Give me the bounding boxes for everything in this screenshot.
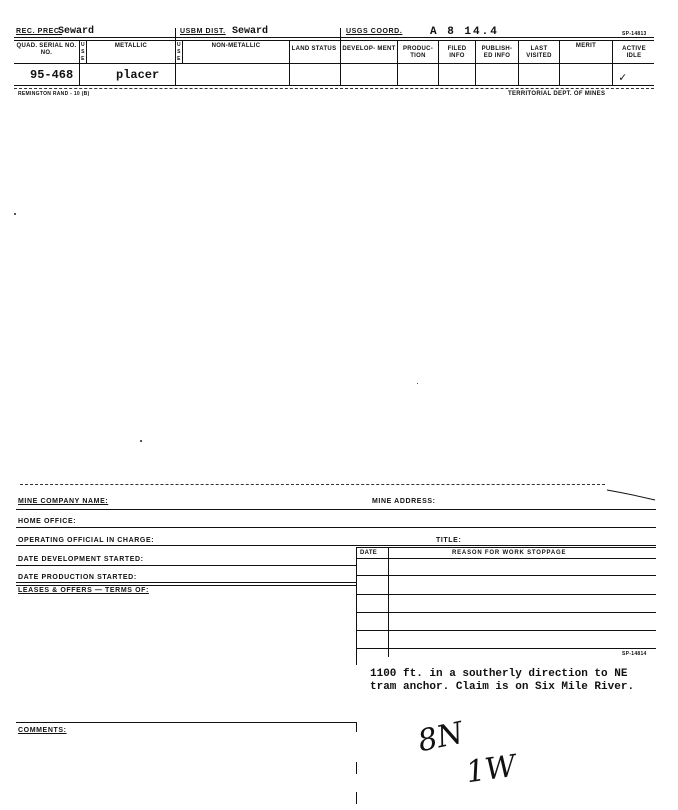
stoppage-left-border — [356, 547, 357, 657]
header-rule — [14, 37, 654, 38]
date-production-rule-double — [16, 585, 356, 586]
stoppage-row-rule — [356, 612, 656, 613]
comments-tick — [356, 792, 357, 804]
leases-label: LEASES & OFFERS — TERMS OF: — [18, 587, 149, 594]
mine-company-rule — [16, 509, 656, 510]
row-bottom-rule — [14, 85, 654, 86]
mine-company-label: MINE COMPANY NAME: — [18, 498, 109, 505]
handwritten-range: 1W — [463, 748, 519, 791]
card-footer-rule — [14, 88, 654, 89]
form-number-back: SP-14814 — [622, 651, 647, 657]
col-development: DEVELOP- MENT — [342, 46, 396, 52]
rec-prec-label: REC. PREC. — [16, 28, 63, 35]
home-office-label: HOME OFFICE: — [18, 518, 77, 525]
active-idle-check: ✓ — [619, 71, 627, 85]
handwritten-township: 8N — [414, 715, 467, 760]
col-divider — [175, 28, 176, 85]
col-divider — [289, 40, 290, 85]
comments-tick — [356, 722, 357, 732]
col-published-info: PUBLISH- ED INFO — [481, 46, 513, 59]
stoppage-row-rule — [356, 575, 656, 576]
header-bottom-rule — [14, 63, 654, 64]
card-corner-curve — [605, 488, 657, 502]
scan-speck — [417, 383, 418, 384]
date-production-label: DATE PRODUCTION STARTED: — [18, 574, 137, 581]
typed-location-note: 1100 ft. in a southerly direction to NE tram anchor. Claim is on Six Mile River. — [370, 668, 635, 693]
stoppage-date-header: DATE — [360, 550, 378, 556]
date-development-label: DATE DEVELOPMENT STARTED: — [18, 556, 144, 563]
metallic-value: placer — [116, 68, 160, 82]
stoppage-reason-header: REASON FOR WORK STOPPAGE — [452, 550, 567, 556]
usgs-coord-value: A 8 14.4 — [430, 26, 499, 38]
col-land-status: LAND STATUS — [291, 46, 337, 52]
col-divider — [79, 40, 80, 85]
comments-top-rule — [16, 722, 356, 723]
official-rule — [16, 545, 656, 546]
col-production: PRODUC- TION — [402, 46, 434, 59]
comments-label: COMMENTS: — [18, 727, 67, 734]
rec-prec-value: Seward — [58, 26, 95, 37]
col-quad-serial: QUAD. SERIAL NO. NO. — [16, 43, 77, 56]
stoppage-row-rule — [356, 630, 656, 631]
stoppage-row-rule — [356, 648, 656, 649]
scan-speck — [14, 213, 16, 215]
col-divider — [182, 40, 183, 63]
col-divider — [559, 40, 560, 85]
scan-speck — [140, 440, 142, 442]
stoppage-row-rule — [356, 594, 656, 595]
col-active-idle: ACTIVE IDLE — [622, 46, 646, 59]
title-label: TITLE: — [436, 537, 462, 544]
col-merit: MERIT — [575, 43, 597, 49]
col-non-metallic: NON-METALLIC — [211, 43, 261, 49]
home-office-rule — [16, 527, 656, 528]
mine-address-label: MINE ADDRESS: — [372, 498, 436, 505]
stoppage-top-rule — [356, 547, 656, 548]
col-divider — [612, 40, 613, 85]
stoppage-date-divider — [388, 547, 389, 657]
card-top-dash — [20, 484, 605, 485]
col-uses-2: U S E — [177, 42, 181, 62]
usbm-dist-label: USBM DIST. — [180, 28, 226, 35]
usbm-dist-value: Seward — [232, 26, 269, 37]
col-divider — [86, 40, 87, 63]
col-metallic: METALLIC — [114, 43, 148, 49]
card-footer-right: TERRITORIAL DEPT. OF MINES — [508, 91, 606, 97]
col-divider — [340, 28, 341, 85]
date-production-rule — [16, 582, 356, 583]
operating-official-label: OPERATING OFFICIAL IN CHARGE: — [18, 537, 155, 544]
form-number-front: SP-14813 — [622, 31, 647, 37]
stoppage-header-rule — [356, 558, 656, 559]
col-filed-info: FILED INFO — [447, 46, 467, 59]
serial-number-value: 95-468 — [30, 68, 74, 82]
col-last-visited: LAST VISITED — [526, 46, 552, 59]
col-uses-1: U S E — [81, 42, 85, 62]
col-divider — [518, 40, 519, 85]
usgs-coord-label: USGS COORD. — [346, 28, 403, 35]
col-divider — [438, 40, 439, 85]
card-footer-left: REMINGTON RAND - 10 (B) — [18, 91, 90, 97]
header-rule-double — [14, 40, 654, 41]
col-divider — [475, 40, 476, 85]
col-divider — [397, 40, 398, 85]
date-development-rule — [16, 565, 356, 566]
comments-tick — [356, 762, 357, 774]
comments-tick — [356, 657, 357, 665]
